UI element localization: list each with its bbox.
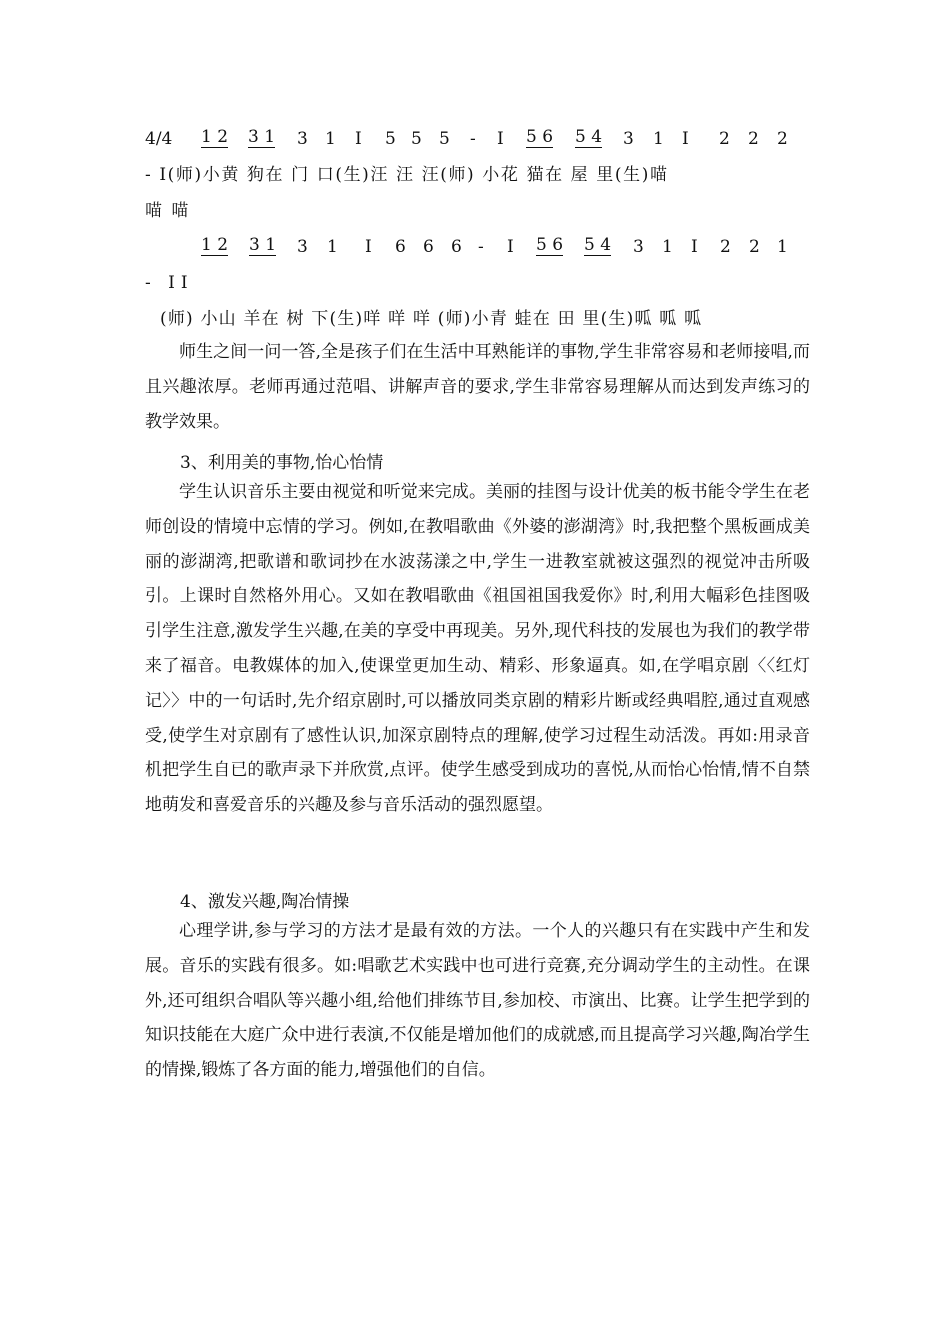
score-barline: I xyxy=(355,129,362,149)
score-note-group: 5 4 xyxy=(575,128,603,147)
paragraph-dialogue-explanation: 师生之间一问一答,全是孩子们在生活中耳熟能详的事物,学生非常容易和老师接唱,而且兴趣浓厚。老师再通过范唱、讲解声音的要求,学生非常容易理解从而达到发声练习的教学效果。 xyxy=(145,342,810,432)
score-note: 3 xyxy=(297,129,308,149)
score-note: 2 xyxy=(777,129,788,149)
score-note: 2 xyxy=(748,129,759,149)
score-note: 5 xyxy=(411,129,422,149)
score-end-line: - II xyxy=(145,273,194,293)
score-note: 3 xyxy=(633,237,644,257)
score-note-group: 5 4 xyxy=(584,236,612,255)
section-heading-4: 4、激发兴趣,陶冶情操 xyxy=(180,892,350,912)
score-note: 2 xyxy=(720,237,731,257)
score-note: 1 xyxy=(777,237,788,257)
score-dash: - xyxy=(470,129,476,149)
score-note: 6 xyxy=(395,237,406,257)
score-note: 1 xyxy=(653,129,664,149)
score-note: 3 xyxy=(297,237,308,257)
score-note-group: 1 2 xyxy=(201,128,229,147)
score-note: 5 xyxy=(385,129,396,149)
score-note-group: 3 1 xyxy=(248,128,276,147)
score-note: 3 xyxy=(623,129,634,149)
score-barline: I xyxy=(497,129,504,149)
score-barline: I xyxy=(682,129,689,149)
score-note: 2 xyxy=(749,237,760,257)
score-barline: I xyxy=(507,237,514,257)
lyrics-line-3: (师) 小山 羊在 树 下(生)咩 咩 咩 (师)小青 蛙在 田 里(生)呱 呱 呱 xyxy=(160,309,703,329)
score-note: 1 xyxy=(662,237,673,257)
score-note: 6 xyxy=(451,237,462,257)
score-note: 1 xyxy=(327,237,338,257)
score-note: 5 xyxy=(439,129,450,149)
score-note-group: 1 2 xyxy=(201,236,229,255)
lyrics-line-1: - Ⅰ(师)小黄 狗在 门 口(生)汪 汪 汪(师) 小花 猫在 屋 里(生)喵 xyxy=(145,165,669,185)
score-note-group: 3 1 xyxy=(249,236,277,255)
score-note: 6 xyxy=(423,237,434,257)
score-line-1 xyxy=(145,128,810,152)
time-signature: 4/4 xyxy=(145,129,173,149)
score-barline: I xyxy=(365,237,372,257)
score-line-2 xyxy=(145,236,810,260)
score-dash: - xyxy=(478,237,484,257)
score-barline: I xyxy=(691,237,698,257)
score-note-group: 5 6 xyxy=(536,236,564,255)
paragraph-beautiful-things: 学生认识音乐主要由视觉和听觉来完成。美丽的挂图与设计优美的板书能令学生在老师创设的情境中忘情的学习。例如,在教唱歌曲《外婆的澎湖湾》时,我把整个黑板画成美丽的澎湖湾,把歌谱和歌词抄在水波荡漾之中,学生一进教室就被这强烈的视觉冲击所吸引。上课时自然格外用心。又如在教唱歌曲《祖国祖国我爱你》时,利用大幅彩色挂图吸引学生注意,激发学生兴趣,在美的享受中再现美。另外,现代科技的发展也为我们的教学带来了福音。电教媒体的加入,使课堂更加生动、精彩、形象逼真。如,在学唱京剧〈〈红灯记〉〉中的一句话时,先介绍京剧时,可以播放同类京剧的精彩片断或经典唱腔,通过直观感受,使学生对京剧有了感性认识,加深京剧特点的理解,使学习过程生动活泼。再如:用录音机把学生自已的歌声录下并欣赏,点评。使学生感受到成功的喜悦,从而怡心怡情,情不自禁地萌发和喜爱音乐的兴趣及参与音乐活动的强烈愿望。 xyxy=(145,482,810,816)
section-heading-3: 3、利用美的事物,怡心怡情 xyxy=(180,453,384,473)
score-note-group: 5 6 xyxy=(526,128,554,147)
score-note: 2 xyxy=(719,129,730,149)
paragraph-stimulate-interest: 心理学讲,参与学习的方法才是最有效的方法。一个人的兴趣只有在实践中产生和发展。音乐的实践有很多。如:唱歌艺术实践中也可进行竞赛,充分调动学生的主动性。在课外,还可组织合唱队等兴趣小组,给他们排练节目,参加校、市演出、比赛。让学生把学到的知识技能在大庭广众中进行表演,不仅能是增加他们的成就感,而且提高学习兴趣,陶冶学生的情操,锻炼了各方面的能力,增强他们的自信。 xyxy=(145,921,810,1081)
lyrics-line-2: 喵 喵 xyxy=(145,201,191,221)
score-note: 1 xyxy=(325,129,336,149)
